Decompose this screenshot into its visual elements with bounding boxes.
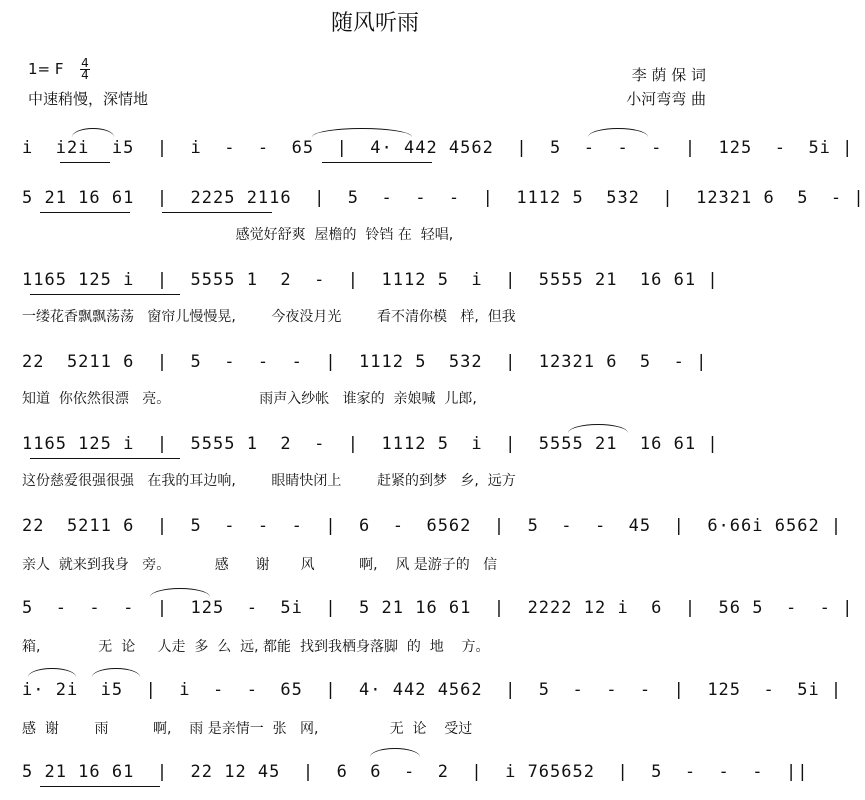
score-line-8: i· 2i i5 | i - - 65 | 4· 442 4562 | 5 - - - | 125 - 5i |	[22, 680, 843, 700]
beat-underline	[162, 212, 272, 213]
beat-underline	[30, 458, 180, 459]
lyric-line-8: 感 谢 雨 啊, 雨 是亲情一 张 网, 无 论 受过	[22, 721, 473, 737]
score-line-1: i i2i i5 | i - - 65 | 4· 442 4562 | 5 - - - | 125 - 5i |	[22, 138, 854, 158]
slur-mark	[370, 748, 420, 757]
lyricist-credit: 李 荫 保 词	[631, 66, 706, 84]
slur-mark	[588, 128, 648, 137]
lyric-line-2: 感觉好舒爽 屋檐的 铃铛 在 轻唱,	[22, 227, 454, 243]
slur-mark	[312, 128, 412, 137]
beat-underline	[40, 786, 160, 787]
slur-mark	[92, 668, 140, 677]
time-sig-top: 4	[81, 56, 89, 70]
slur-mark	[568, 424, 628, 433]
tempo-marking: 中速稍慢，深情地	[28, 90, 149, 108]
time-signature	[80, 58, 90, 81]
lyric-line-4: 知道 你依然很漂 亮。 雨声入纱帐 谁家的 亲娘喊 儿郎,	[22, 391, 477, 407]
lyric-line-5: 这份慈爱很强很强 在我的耳边响, 眼睛快闭上 赶紧的到梦 乡, 远方	[22, 473, 516, 489]
score-line-7: 5 - - - | 125 - 5i | 5 21 16 61 | 2222 12 i 6 | 56 5 - - |	[22, 598, 854, 618]
key-signature: 1= F	[28, 60, 64, 78]
beat-underline	[30, 294, 180, 295]
score-line-6: 22 5211 6 | 5 - - - | 6 - 6562 | 5 - - 45 | 6·66i 6562 |	[22, 516, 843, 536]
lyric-line-6: 亲人 就来到我身 旁。 感 谢 风 啊, 风 是游子的 信	[22, 557, 498, 573]
song-title: 随风听雨	[330, 11, 419, 36]
score-line-5: 1165 125 i | 5555 1 2 - | 1112 5 i | 5555 21 16 61 |	[22, 434, 719, 454]
score-line-4: 22 5211 6 | 5 - - - | 1112 5 532 | 12321 6 5 - |	[22, 352, 708, 372]
score-line-2: 5 21 16 61 | 2225 2116 | 5 - - - | 1112 5 532 | 12321 6 5 - |	[22, 188, 865, 208]
beat-underline	[60, 162, 110, 163]
slur-mark	[150, 588, 210, 597]
slur-mark	[72, 128, 114, 137]
beat-underline	[322, 162, 432, 163]
score-line-9: 5 21 16 61 | 22 12 45 | 6 6 - 2 | i 765652 | 5 - - - ||	[22, 762, 809, 782]
beat-underline	[40, 212, 130, 213]
lyric-line-7: 箱, 无 论 人走 多 么 远, 都能 找到我栖身落脚 的 地 方。	[22, 639, 490, 655]
composer-credit: 小河弯弯 曲	[626, 90, 706, 108]
slur-mark	[28, 668, 76, 677]
time-sig-bottom: 4	[81, 68, 89, 82]
score-line-3: 1165 125 i | 5555 1 2 - | 1112 5 i | 5555 21 16 61 |	[22, 270, 719, 290]
lyric-line-3: 一缕花香飘飘荡荡 窗帘儿慢慢晃, 今夜没月光 看不清你模 样, 但我	[22, 309, 516, 325]
